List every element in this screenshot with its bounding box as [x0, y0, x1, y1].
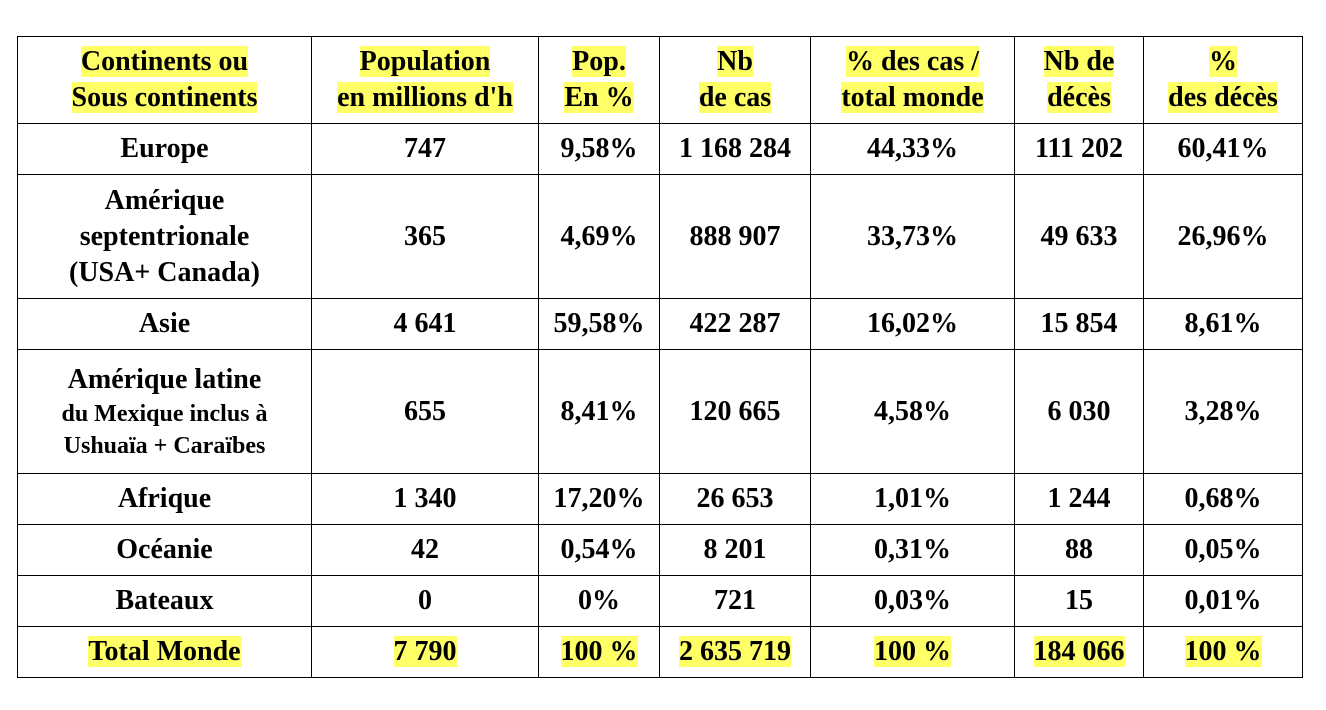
deaths-pct-cell: 0,68%	[1144, 474, 1303, 525]
pop-pct-cell: 4,69%	[539, 175, 660, 299]
deaths-pct-cell: 0,01%	[1144, 576, 1303, 627]
deaths-cell: 15 854	[1015, 299, 1144, 350]
table-row	[18, 175, 1303, 299]
cases-pct-cell: 4,58%	[811, 350, 1015, 474]
total-population: 7 790	[312, 627, 539, 678]
deaths-cell: 6 030	[1015, 350, 1144, 474]
table-row	[18, 299, 1303, 350]
population-cell: 655	[312, 350, 539, 474]
continent-name: Afrique	[18, 474, 312, 525]
population-cell: 365	[312, 175, 539, 299]
continent-name: Europe	[18, 124, 312, 175]
header-deaths-pct: % des décès	[1144, 37, 1303, 124]
header-deaths: Nb de décès	[1015, 37, 1144, 124]
pop-pct-cell: 59,58%	[539, 299, 660, 350]
cases-cell: 422 287	[660, 299, 811, 350]
continent-name: Asie	[18, 299, 312, 350]
total-deaths-pct: 100 %	[1144, 627, 1303, 678]
population-cell: 4 641	[312, 299, 539, 350]
table-row	[18, 124, 1303, 175]
header-population: Population en millions d'h	[312, 37, 539, 124]
header-pop-pct: Pop. En %	[539, 37, 660, 124]
cases-pct-cell: 0,31%	[811, 525, 1015, 576]
pop-pct-cell: 17,20%	[539, 474, 660, 525]
pop-pct-cell: 8,41%	[539, 350, 660, 474]
cases-pct-cell: 44,33%	[811, 124, 1015, 175]
header-continent: Continents ou Sous continents	[18, 37, 312, 124]
continent-name: Amérique septentrionale (USA+ Canada)	[18, 175, 312, 299]
covid-statistics-table	[17, 36, 1303, 678]
pop-pct-cell: 9,58%	[539, 124, 660, 175]
deaths-pct-cell: 8,61%	[1144, 299, 1303, 350]
cases-pct-cell: 1,01%	[811, 474, 1015, 525]
table-row	[18, 474, 1303, 525]
cases-cell: 721	[660, 576, 811, 627]
cases-cell: 26 653	[660, 474, 811, 525]
deaths-cell: 88	[1015, 525, 1144, 576]
cases-cell: 8 201	[660, 525, 811, 576]
deaths-cell: 1 244	[1015, 474, 1144, 525]
total-cases: 2 635 719	[660, 627, 811, 678]
pop-pct-cell: 0,54%	[539, 525, 660, 576]
deaths-pct-cell: 3,28%	[1144, 350, 1303, 474]
total-deaths: 184 066	[1015, 627, 1144, 678]
total-name: Total Monde	[18, 627, 312, 678]
continent-name: Bateaux	[18, 576, 312, 627]
population-cell: 747	[312, 124, 539, 175]
total-cases-pct: 100 %	[811, 627, 1015, 678]
table-row	[18, 525, 1303, 576]
table-row	[18, 576, 1303, 627]
deaths-pct-cell: 60,41%	[1144, 124, 1303, 175]
deaths-pct-cell: 0,05%	[1144, 525, 1303, 576]
cases-cell: 888 907	[660, 175, 811, 299]
total-row	[18, 627, 1303, 678]
continent-name: Océanie	[18, 525, 312, 576]
pop-pct-cell: 0%	[539, 576, 660, 627]
cases-cell: 1 168 284	[660, 124, 811, 175]
deaths-cell: 15	[1015, 576, 1144, 627]
deaths-cell: 111 202	[1015, 124, 1144, 175]
cases-pct-cell: 33,73%	[811, 175, 1015, 299]
cases-pct-cell: 0,03%	[811, 576, 1015, 627]
header-row	[18, 37, 1303, 124]
cases-pct-cell: 16,02%	[811, 299, 1015, 350]
population-cell: 42	[312, 525, 539, 576]
continent-name: Amérique latine du Mexique inclus à Ushuaïa + Caraïbes	[18, 350, 312, 474]
deaths-pct-cell: 26,96%	[1144, 175, 1303, 299]
table-row	[18, 350, 1303, 474]
header-cases: Nb de cas	[660, 37, 811, 124]
deaths-cell: 49 633	[1015, 175, 1144, 299]
total-pop-pct: 100 %	[539, 627, 660, 678]
population-cell: 0	[312, 576, 539, 627]
header-cases-pct: % des cas / total monde	[811, 37, 1015, 124]
cases-cell: 120 665	[660, 350, 811, 474]
population-cell: 1 340	[312, 474, 539, 525]
